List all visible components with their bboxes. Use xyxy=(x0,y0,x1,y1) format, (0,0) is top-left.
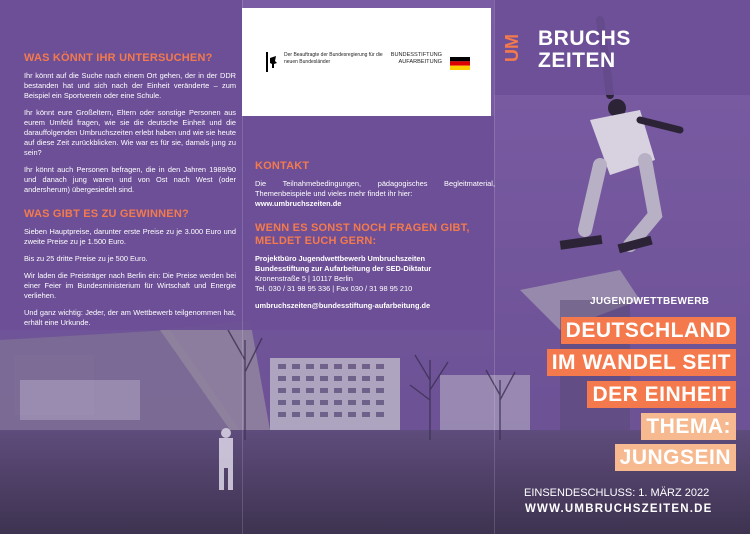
middle-panel xyxy=(255,160,495,318)
heading-contact: KONTAKT xyxy=(255,160,310,172)
brand-word: ZEITEN xyxy=(538,49,616,72)
theme-value: JUNGSEIN xyxy=(615,444,736,471)
heading-research: WAS KÖNNT IHR UNTERSUCHEN? xyxy=(24,52,213,64)
left-panel xyxy=(24,52,236,335)
paragraph: Ihr könnt auch Personen befragen, die in den Jahren 1989/90 und danach jung waren und von Ost nach West (oder andersherum) übergesiedelt sind. xyxy=(24,165,236,194)
paragraph: Sieben Hauptpreise, darunter erste Preise zu je 3.000 Euro und zweite Preise zu je 1.500 Euro. xyxy=(24,227,236,246)
headline-line: DER EINHEIT xyxy=(587,381,736,408)
competition-label: JUGENDWETTBEWERB xyxy=(590,296,710,307)
paragraph: Ihr könnt eure Großeltern, Eltern oder sonstige Personen aus eurem Umfeld fragen, wie sie die deutsche Einheit und die darauffolgenden Umbruchszeiten erlebt haben und wie sie heute auf diese Zeit zurückblicken. Wie war es für sie, damals jung zu sein? xyxy=(24,108,236,157)
logo-stiftung-text: BUNDESSTIFTUNG AUFARBEITUNG xyxy=(390,52,442,65)
headline-line: IM WANDEL SEIT xyxy=(547,349,736,376)
address-line: Bundesstiftung zur Aufarbeitung der SED-Diktatur xyxy=(255,264,432,273)
brand-word: BRUCHS xyxy=(538,27,631,50)
paragraph: Ihr könnt auf die Suche nach einem Ort gehen, der in der DDR bestanden hat und sich nach der Einheit veränderte – zum Beispiel ein Sportverein oder eine Schule. xyxy=(24,71,236,100)
headline-line: DEUTSCHLAND xyxy=(561,317,736,344)
heading-prizes: WAS GIBT ES ZU GEWINNEN? xyxy=(24,208,189,220)
phone-fax: Tel. 030 / 31 98 95 336 | Fax 030 / 31 98 95 210 xyxy=(255,284,413,293)
email-link[interactable]: umbruchszeiten@bundesstiftung-aufarbeitung.de xyxy=(255,301,431,310)
german-flag-icon xyxy=(450,57,470,70)
paragraph: Die Teilnahmebedingungen, pädagogisches Begleitmaterial, Themenbeispiele und vieles mehr findet ihr hier: xyxy=(255,179,495,198)
um-logo-icon xyxy=(502,24,528,72)
address-line: Projektbüro Jugendwettbewerb Umbruchszeiten xyxy=(255,254,426,263)
address-line: Kronenstraße 5 | 10117 Berlin xyxy=(255,274,353,283)
federal-eagle-icon xyxy=(266,52,278,72)
paragraph: Bis zu 25 dritte Preise zu je 500 Euro. xyxy=(24,254,148,263)
website-url[interactable]: WWW.UMBRUCHSZEITEN.DE xyxy=(525,503,713,515)
svg-text:UM: UM xyxy=(502,34,522,62)
deadline: EINSENDESCHLUSS: 1. MÄRZ 2022 xyxy=(524,487,710,499)
theme-label: THEMA: xyxy=(641,413,736,440)
logo-bund-text: Der Beauftragte der Bundesregierung für die neuen Bundesländer xyxy=(284,52,383,65)
heading-questions: WENN ES SONST NOCH FRAGEN GIBT, MELDET EUCH GERN: xyxy=(255,222,470,247)
sponsor-logos xyxy=(242,8,491,116)
website-link[interactable]: www.umbruchszeiten.de xyxy=(255,199,342,208)
paragraph: Und ganz wichtig: Jeder, der am Wettbewerb teilgenommen hat, erhält eine Urkunde. xyxy=(24,308,236,327)
paragraph: Wir laden die Preisträger nach Berlin ein: Die Preise werden bei einer Feier im Bundesministerium für Wirtschaft und Energie verliehen. xyxy=(24,271,236,300)
